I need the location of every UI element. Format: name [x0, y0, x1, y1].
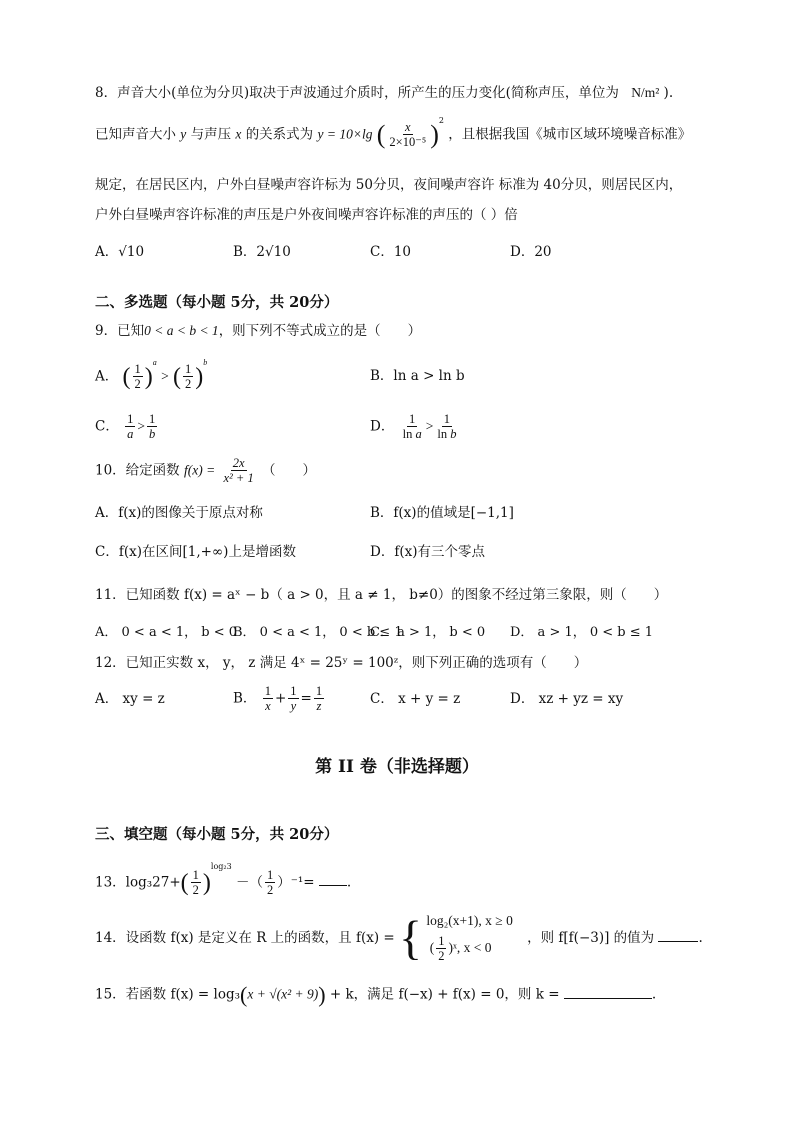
q9-option-b: B．ln a > ln b [370, 368, 465, 384]
q8-text: 8．声音大小(单位为分贝)取决于声波通过介质时，所产生的压力变化(简称声压，单位为 [95, 85, 619, 101]
q8-text-a: 已知声音大小 [95, 126, 176, 143]
formula-fraction: $\frac{x}{\text{2×10⁻⁵}}$ [389, 120, 427, 150]
section-heading-multiple-choice: 二、多选题（每小题 5分，共 20分） [95, 294, 339, 311]
q14: 14．设函数 f(x) 是定义在 R 上的函数，且 f(x) = { log₂(x+1), x ≥ 0 ( $\frac{1}{2}$ )ˣ, x < 0 ，则 f[f(−3)] 的值为 . [95, 911, 703, 965]
q10-option-a: A．f(x)的图像关于原点对称 [95, 505, 263, 521]
q11-option-d: D． a > 1， 0 < b ≤ 1 [510, 625, 654, 640]
q10-function: f(x) = [183, 462, 216, 478]
q11-stem: 11．已知函数 f(x) = aˣ − b（ a > 0，且 a ≠ 1， b≠0）的图象不经过第三象限，则（ ） [95, 587, 668, 603]
q8-line4: 户外白昼噪声容许标准的声压是户外夜间噪声容许标准的声压的（ ）倍 [95, 207, 518, 223]
q8-option-c: C．10 [370, 244, 412, 260]
answer-blank-14[interactable] [658, 940, 698, 942]
q8-line1-end: ). [663, 85, 674, 101]
q8-option-b: B．2√10 [233, 244, 291, 260]
unit-label: N/m² [631, 85, 660, 100]
q11-option-a: A． 0 < a < 1， b < 0 [95, 625, 238, 640]
q8-text-d: ，且根据我国《城市区域环境噪音标准》 [448, 126, 692, 143]
q8-line1 [95, 86, 673, 101]
q10-stem: 10．给定函数 f(x) = $\frac{2x}{\text{x² + 1}}$ （ ） [95, 456, 317, 486]
section-heading-fill-in: 三、填空题（每小题 5分，共 20分） [95, 826, 339, 843]
q11-option-b: B． 0 < a < 1， 0 < b ≤ 1 [233, 625, 403, 640]
q12-option-a: A． xy = z [95, 691, 165, 707]
formula-exponent: 2 [438, 115, 444, 125]
q15: 15．若函数 f(x) = log₃(x + √(x² + 9)) + k，满足 f(−x) + f(x) = 0，则 k = . [95, 982, 657, 1007]
q13: 13．log₃27+( $\frac{1}{2}$ )$^{log_23}$ －（ $\frac{1}{2}$ ）⁻¹= . [95, 861, 352, 898]
q12-option-d: D． xz + yz = xy [510, 691, 624, 707]
q8-option-d: D．20 [510, 244, 552, 260]
q12-stem: 12．已知正实数 x， y， z 满足 4ˣ = 25ʸ = 100ᶻ，则下列正确的选项有（ ） [95, 655, 588, 671]
answer-blank-13[interactable] [319, 884, 347, 886]
answer-blank-15[interactable] [564, 997, 652, 999]
var-x: x [235, 126, 242, 142]
q9-condition: 0 < a < b < 1 [144, 323, 219, 338]
q10-option-b: B．f(x)的值域是[−1,1] [370, 505, 514, 521]
q8-line2: 已知声音大小 y 与声压 x 的关系式为 y = 10×lg ( $\frac{x}{\text{2×10⁻⁵}}$ )$^2$ ，且根据我国《城市区域环境噪音标准》 [95, 115, 692, 150]
q8-option-a: A．√10 [95, 244, 145, 260]
q14-case2: ( $\frac{1}{2}$ )ˣ, x < 0 [426, 933, 492, 963]
q10-option-c: C．f(x)在区间[1,+∞)上是增函数 [95, 544, 296, 560]
q8-text-b: 与声压 [190, 126, 232, 143]
q9-option-d: D． $\frac{1}{\text{ln a}}$ > $\frac{1}{\text{ln b}}$ [370, 412, 457, 442]
part-title: 第 II 卷（非选择题） [315, 757, 479, 777]
var-y: y [180, 126, 187, 142]
q9-option-c: C． $\frac{1}{a}$ > $\frac{1}{b}$ [95, 412, 156, 442]
q9-stem: 9．已知0 < a < b < 1，则下列不等式成立的是（ ） [95, 323, 422, 339]
q12-option-c: C． x + y = z [370, 691, 461, 707]
q12-option-b: B． $\frac{1}{x}$ + $\frac{1}{y}$ = $\frac{1}{z}$ [233, 684, 323, 714]
formula-lhs: y = 10×lg [317, 126, 373, 142]
q14-case1: log₂(x+1), x ≥ 0 [426, 913, 513, 928]
q8-line3: 规定，在居民区内，户外白昼噪声容许标为 50分贝，夜间噪声容许 标准为 40分贝，则居民区内， [95, 177, 683, 193]
q9-option-a: A． ( $\frac{1}{2}$ )$^a$ > ( $\frac{1}{2}$ )$^b$ [95, 357, 208, 392]
q10-option-d: D．f(x)有三个零点 [370, 544, 485, 560]
q11-option-c: C． a > 1， b < 0 [370, 625, 486, 640]
q8-text-c: 的关系式为 [245, 126, 314, 143]
